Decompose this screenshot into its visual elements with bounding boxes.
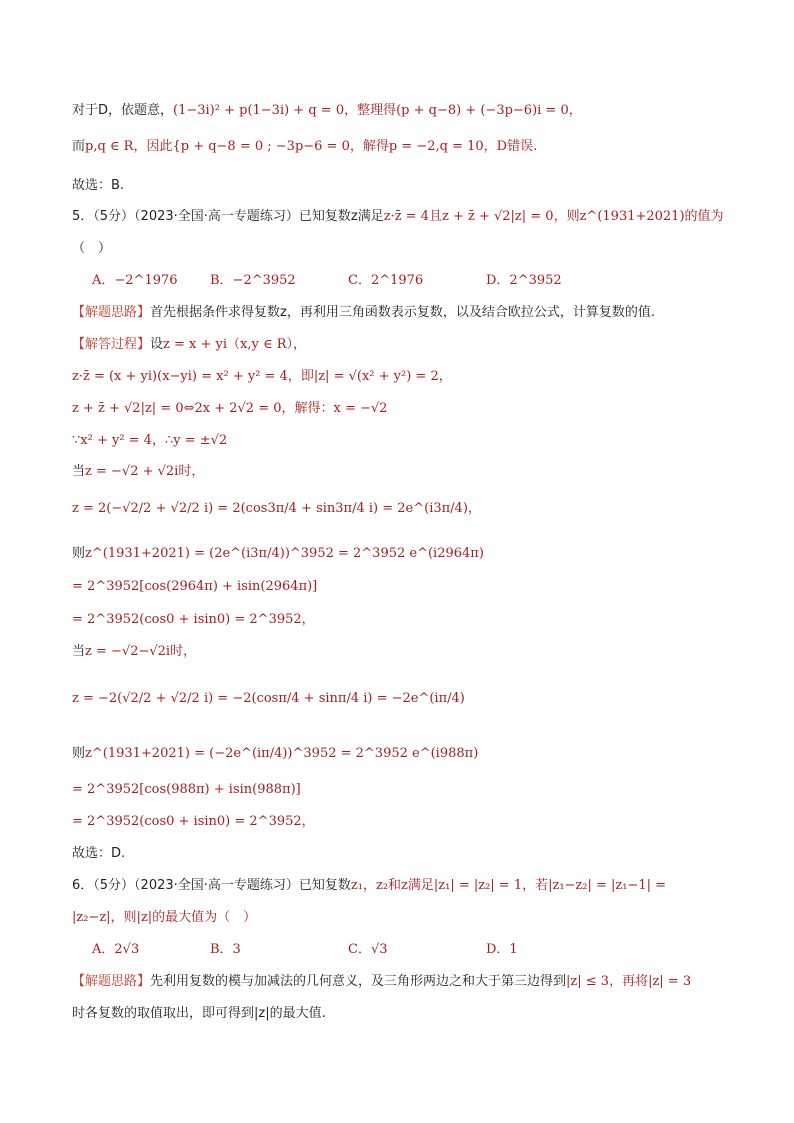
option-5-b: B．−2^3952: [210, 273, 296, 288]
line-2: 而p,q ∈ R，因此{p + q−8 = 0 ; −3p−6 = 0，解得p = −2,q = 10，D错误.: [72, 139, 538, 154]
line-1: 对于D，依题意，(1−3i)² + p(1−3i) + q = 0，整理得(p + q−8) + (−3p−6)i = 0，: [72, 103, 582, 118]
line-19: 则z^(1931+2021) = (−2e^(iπ/4))^3952 = 2^3952 e^(i988π): [72, 746, 479, 761]
line-11: ∵x² + y² = 4，∴y = ±√2: [72, 433, 228, 448]
line-15: = 2^3952[cos(2964π) + isin(2964π)]: [72, 579, 318, 594]
line-3: 故选：B.: [72, 178, 125, 193]
line-21: = 2^3952(cos0 + isin0) = 2^3952，: [72, 814, 315, 829]
option-5-a: A．−2^1976: [92, 273, 178, 288]
question-5-paren: （ ）: [72, 241, 112, 256]
line-20: = 2^3952[cos(988π) + isin(988π)]: [72, 782, 301, 797]
option-5-d: D．2^3952: [486, 273, 562, 288]
question-6: 6．（5分）（2023·全国·高一专题练习）已知复数z₁，z₂和z满足|z₁| = |z₂| = 1，若|z₁−z₂| = |z₁−1| =: [72, 878, 667, 893]
line-hint-5: 【解题思路】首先根据条件求得复数z，再利用三角函数表示复数，以及结合欧拉公式，计算复数的值.: [72, 305, 655, 320]
line-12: 当z = −√2 + √2i时，: [72, 464, 205, 479]
line-13: z = 2(−√2/2 + √2/2 i) = 2(cos3π/4 + sin3π/4 i) = 2e^(i3π/4)，: [72, 501, 481, 516]
option-6-b: B．3: [210, 942, 241, 957]
option-6-a: A．2√3: [92, 942, 140, 957]
line-9: z·z̄ = (x + yi)(x−yi) = x² + y² = 4，即|z| = √(x² + y²) = 2，: [72, 369, 452, 384]
question-5: 5．（5分）（2023·全国·高一专题练习）已知复数z满足z·z̄ = 4且z + z̄ + √2|z| = 0，则z^(1931+2021)的值为: [72, 209, 724, 224]
option-6-c: C．√3: [348, 942, 388, 957]
question-6-cont: |z₂−z|，则|z|的最大值为（ ）: [72, 910, 257, 925]
line-last: 时各复数的取值取出，即可得到|z|的最大值.: [72, 1006, 326, 1021]
line-18: z = −2(√2/2 + √2/2 i) = −2(cosπ/4 + sinπ/4 i) = −2e^(iπ/4): [72, 691, 465, 706]
line-14: 则z^(1931+2021) = (2e^(i3π/4))^3952 = 2^3952 e^(i2964π): [72, 546, 484, 561]
line-hint-6: 【解题思路】先利用复数的模与加减法的几何意义，及三角形两边之和大于第三边得到|z| ≤ 3，再将|z| = 3: [72, 974, 692, 989]
line-16: = 2^3952(cos0 + isin0) = 2^3952，: [72, 612, 315, 627]
line-17: 当z = −√2−√2i时，: [72, 644, 197, 659]
option-6-d: D．1: [486, 942, 518, 957]
line-10: z + z̄ + √2|z| = 0⇔2x + 2√2 = 0，解得：x = −√2: [72, 401, 388, 416]
line-proc-5: 【解答过程】设z = x + yi（x,y ∈ R），: [72, 337, 307, 352]
line-22: 故选：D.: [72, 846, 126, 861]
option-5-c: C．2^1976: [348, 273, 424, 288]
